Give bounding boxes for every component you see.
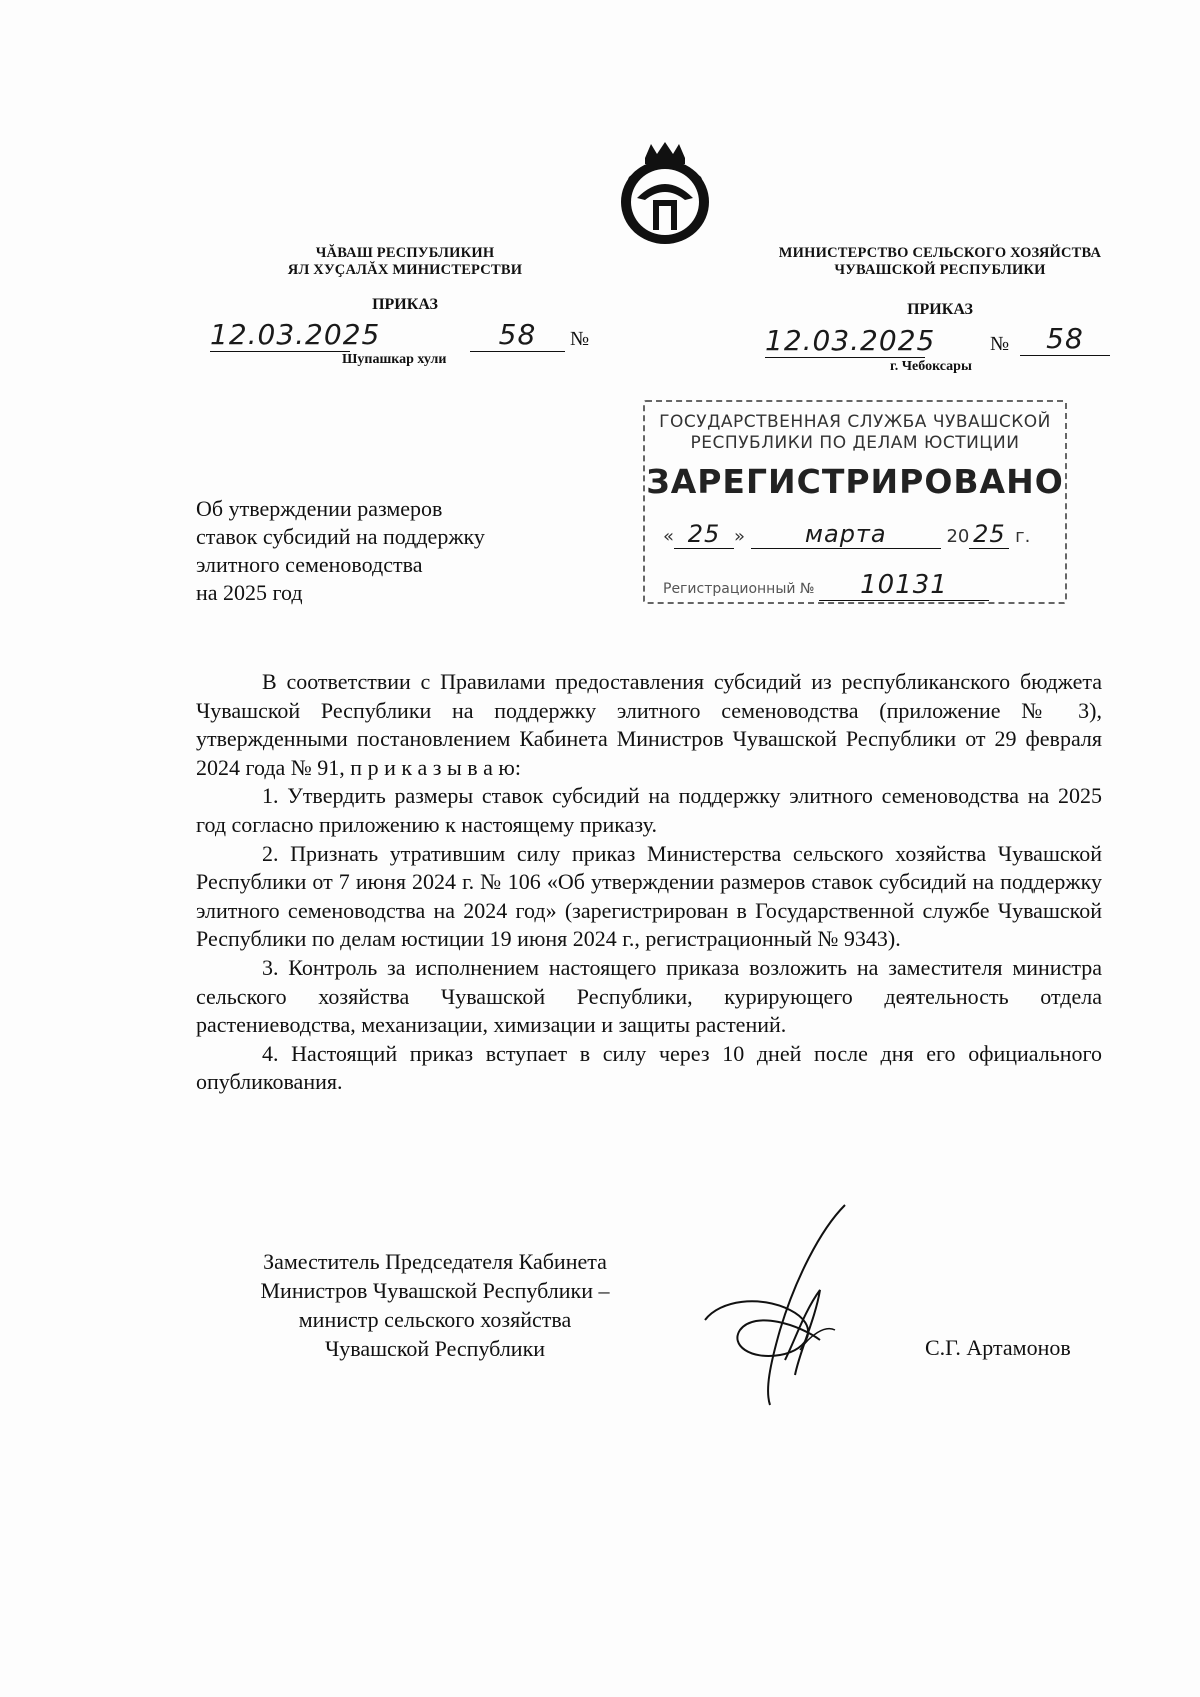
subject-line2: ставок субсидий на поддержку	[196, 524, 485, 549]
signatory-title	[225, 1247, 645, 1363]
stamp-reg-number: 10131	[819, 570, 989, 601]
body-preamble: В соответствии с Правилами предоставления субсидий из республиканского бюджета Чувашской Республики на поддержку элитного семеноводства (приложение № 3), утвержденными постановлением Кабинета Министров Чувашской Республики от 29 февраля 2024 года № 91, п р и к а з ы в а ю:	[196, 669, 1102, 780]
body-item-3: 3. Контроль за исполнением настоящего приказа возложить на заместителя министра сельского хозяйства Чувашской Республики, курирующего деятельность отдела растениеводства, механизации, химизации и защиты растений.	[196, 954, 1102, 1038]
subject-line4: на 2025 год	[196, 580, 303, 605]
stamp-day: 25	[674, 520, 734, 549]
header-left-line2: ЯЛ ХУҪАЛĂХ МИНИСТЕРСТВИ	[287, 262, 523, 278]
stamp-date: « 25 » марта 20 25 г.	[663, 520, 1031, 548]
stamp-registration	[663, 570, 989, 601]
registration-stamp	[643, 400, 1067, 604]
signatory-title-line3: министр сельского хозяйства	[298, 1307, 572, 1332]
document-body	[196, 668, 1102, 1097]
order-date-left: 12.03.2025	[210, 318, 381, 351]
subject-line3: элитного семеноводства	[196, 552, 423, 577]
order-date-right: 12.03.2025	[765, 324, 936, 357]
city-left: Шупашкар хули	[342, 352, 447, 367]
stamp-authority	[645, 412, 1065, 454]
stamp-year-prefix: 20	[946, 526, 970, 547]
document-subject	[196, 495, 576, 607]
signatory-title-line1: Заместитель Председателя Кабинета	[263, 1249, 607, 1274]
header-left-line1: ЧĂВАШ РЕСПУБЛИКИН	[315, 245, 495, 261]
stamp-month: марта	[751, 520, 941, 549]
header-right-line2: ЧУВАШСКОЙ РЕСПУБЛИКИ	[834, 262, 1046, 278]
handwritten-signature-icon	[700, 1200, 870, 1410]
signatory-title-line2: Министров Чувашской Республики –	[260, 1278, 610, 1303]
stamp-title: ЗАРЕГИСТРИРОВАНО	[646, 462, 1064, 501]
stamp-year-suffix: 25	[969, 520, 1009, 549]
header-right-line1: МИНИСТЕРСТВО СЕЛЬСКОГО ХОЗЯЙСТВА	[778, 245, 1102, 261]
stamp-authority-line2: РЕСПУБЛИКИ ПО ДЕЛАМ ЮСТИЦИИ	[690, 433, 1020, 453]
header-right	[755, 245, 1125, 279]
order-title-left: ПРИКАЗ	[372, 296, 438, 313]
body-item-2: 2. Признать утратившим силу приказ Министерства сельского хозяйства Чувашской Республики от 7 июня 2024 г. № 106 «Об утверждении размеров ставок субсидий на поддержку элитного семеноводства на 2024 год» (зарегистрирован в Государственной службе Чувашской Республики по делам юстиции 19 июня 2024 г., регистрационный № 9343).	[196, 840, 1102, 952]
number-sign-right: №	[990, 333, 1010, 355]
body-item-4: 4. Настоящий приказ вступает в силу через 10 дней после дня его официального опубликования.	[196, 1040, 1102, 1095]
order-number-left: 58	[470, 318, 565, 352]
order-number-right: 58	[1020, 322, 1110, 356]
header-left	[255, 245, 555, 279]
subject-line1: Об утверждении размеров	[196, 496, 443, 521]
stamp-reg-label: Регистрационный №	[663, 581, 815, 597]
city-right: г. Чебоксары	[890, 359, 972, 374]
signatory-name: С.Г. Артамонов	[925, 1335, 1071, 1360]
order-title-right: ПРИКАЗ	[907, 301, 973, 318]
number-sign-left: №	[570, 328, 590, 350]
signatory-title-line4: Чувашской Республики	[324, 1336, 546, 1361]
chuvash-coat-of-arms-icon	[615, 140, 715, 248]
stamp-year-unit: г.	[1015, 526, 1031, 547]
body-item-1: 1. Утвердить размеры ставок субсидий на поддержку элитного семеноводства на 2025 год согласно приложению к настоящему приказу.	[196, 783, 1102, 837]
stamp-authority-line1: ГОСУДАРСТВЕННАЯ СЛУЖБА ЧУВАШСКОЙ	[659, 412, 1051, 432]
